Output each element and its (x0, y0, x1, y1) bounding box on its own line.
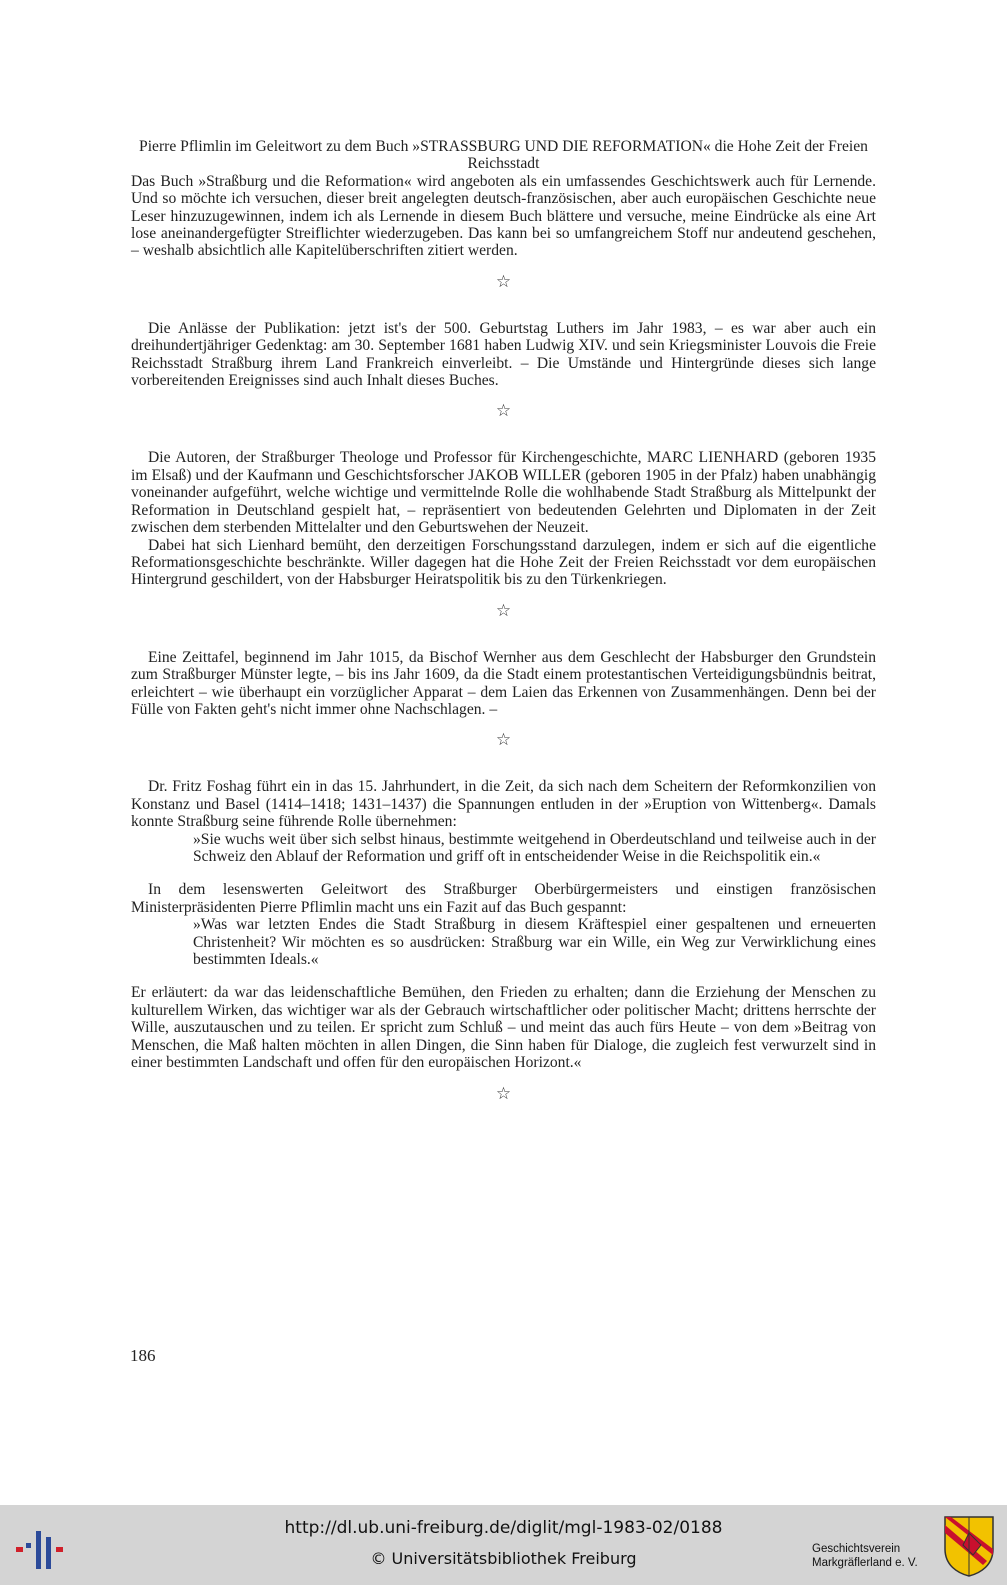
separator-star: ☆ (495, 730, 512, 750)
society-name (812, 1542, 918, 1570)
paragraph-lienhard-willer: Dabei hat sich Lienhard bemüht, den derzeitigen Forschungsstand darzulegen, indem er sich auf die eigentliche Reformationsgeschichte beschränkte. Willer dagegen hat die Hohe Zeit der Freien Reichsstadt vor dem europäischen Hintergrund geschildert, von der Habsburger Heiratspolitik bis zu den Türkenkriegen. (131, 536, 876, 589)
paragraph-timeline: Eine Zeittafel, beginnend im Jahr 1015, da Bischof Wernher aus dem Geschlecht der Habsburger den Grundstein zum Straßburger Münster legte, – bis ins Jahr 1609, da die Stadt einem protestantischen Verteidigungsbündnis beitrat, erleichtert – wie überhaupt ein vorzüglicher Apparat – dem Laien das Erkennen von Zusammenhängen. Denn bei der Fülle von Fakten geht's nicht immer ohne Nachschlagen. – (131, 648, 876, 718)
separator-star: ☆ (495, 600, 512, 620)
separator-star: ☆ (495, 401, 512, 421)
quote-strassburg-growth: »Sie wuchs weit über sich selbst hinaus, bestimmte weitgehend in Oberdeutschland und teilweise auch in der Schweiz den Ablauf der Reformation und griff oft in entscheidender Weise in die Reichspolitik ein.« (193, 830, 876, 865)
paragraph-occasion: Die Anlässe der Publikation: jetzt ist's der 500. Geburtstag Luthers im Jahr 1983, – es war aber auch ein dreihundertjähriger Gedenktag: am 30. September 1681 haben Ludwig XIV. und sein Kriegsminister Louvois die Freie Reichsstadt Straßburg ihrem Land Frankreich einverleibt. – Die Umstände und Hintergründe dieses sich lange vorbereitenden Ereignisses sind auch Inhalt dieses Buches. (131, 319, 876, 390)
footer-bar (0, 1505, 1007, 1585)
document-body (131, 138, 876, 1132)
quote-strassburg-will: »Was war letzten Endes die Stadt Straßburg in diesem Kräftespiel einer gespaltenen und erneuerten Christenheit? Wir möchten es so ausdrücken: Straßburg war ein Wille, ein Weg zur Verwirklichung eines bestimmten Ideals.« (193, 916, 876, 968)
document-title: Pierre Pflimlin im Geleitwort zu dem Buch »STRASSBURG UND DIE REFORMATION« die Hohe Zeit der Freien Reichsstadt (139, 138, 868, 173)
footer-url-link[interactable]: http://dl.ub.uni-freiburg.de/diglit/mgl-1983-02/0188 (284, 1518, 723, 1538)
society-name-line2: Markgräflerland e. V. (812, 1557, 918, 1569)
paragraph-intro: Das Buch »Straßburg und die Reformation« wird angeboten als ein umfassendes Geschichtswerk auch für Lernende. Und so möchte ich versuchen, dieser breit angelegten deutsch-französischen, aber auch europäischen Geschichte neue Leser hinzuzugewinnen, indem ich als Lernende in diesem Buch blättere und versuche, meine Eindrücke als eine Art lose aneinandergefügter Streiflichter wiederzugeben. Das kann bei so umfangreichem Stoff nur andeutend geschehen, – weshalb absichtlich alle Kapitelüberschriften zitiert werden. (131, 172, 876, 260)
society-name-line1: Geschichtsverein (812, 1543, 901, 1555)
paragraph-pflimlin: In dem lesenswerten Geleitwort des Straßburger Oberbürgermeisters und einstigen französischen Ministerpräsidenten Pierre Pflimlin macht uns ein Fazit auf das Buch gespannt: (131, 881, 876, 916)
footer-copyright: © Universitätsbibliothek Freiburg (370, 1549, 637, 1568)
paragraph-authors: Die Autoren, der Straßburger Theologe und Professor für Kirchengeschichte, MARC LIENHARD (geboren 1935 im Elsaß) und der Kaufmann und Geschichtsforscher JAKOB WILLER (geboren 1905 in der Pfalz) haben unabhängig voneinander aufgeführt, welche wichtige und vermittelnde Rolle die wohlhabende Stadt Straßburg als Mittelpunkt der Reformation in Deutschland gespielt hat, – repräsentiert von bedeutenden Gelehrten und Diplomaten in der Zeit zwischen dem sterbenden Mittelalter und den Geburtswehen der Neuzeit. (131, 449, 876, 537)
page-number: 186 (130, 1346, 156, 1365)
paragraph-conclusion: Er erläutert: da war das leidenschaftliche Bemühen, den Frieden zu erhalten; dann die Erziehung der Menschen zu kulturellem Wirken, das wichtiger war als der Gebrauch wirtschaftlicher oder politischer Macht; drittens herrschte der Wille, auszutauschen und zu teilen. Er spricht zum Schluß – und meint das auch fürs Heute – von dem »Beitrag von Menschen, die Maß halten möchten in allen Dingen, die Sinn haben für Dialoge, die zugleich fest verwurzelt sind in einer bestimmten Landschaft und offen für den europäischen Horizont.« (131, 984, 876, 1072)
separator-star: ☆ (495, 1084, 512, 1104)
separator-star: ☆ (495, 271, 512, 291)
coat-of-arms-icon (943, 1515, 995, 1577)
paragraph-foshag: Dr. Fritz Foshag führt ein in das 15. Jahrhundert, in die Zeit, da sich nach dem Scheitern der Reformkonzilien von Konstanz und Basel (1414–1418; 1431–1437) die Spannungen entluden in der »Eruption von Wittenberg«. Damals konnte Straßburg seine führende Rolle übernehmen: (131, 778, 876, 831)
